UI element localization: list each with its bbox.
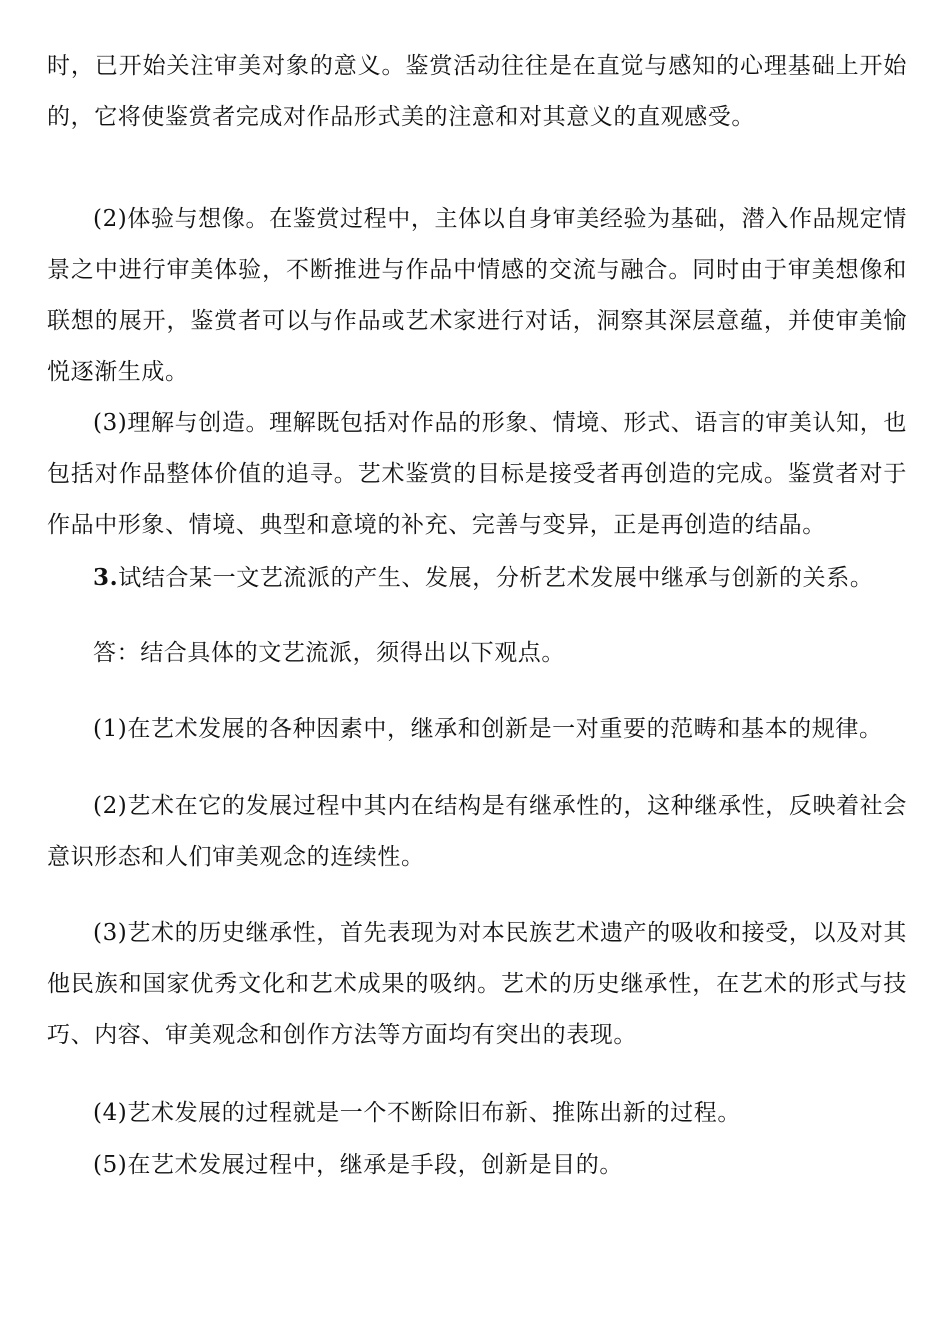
answer-point-1: (1)在艺术发展的各种因素中，继承和创新是一对重要的范畴和基本的规律。 — [93, 716, 883, 742]
answer-point-4: (4)艺术发展的过程就是一个不断除旧布新、推陈出新的过程。 — [93, 1100, 741, 1126]
paragraph-continuation: 时，已开始关注审美对象的意义。鉴赏活动往往是在直觉与感知的心理基础上开始的，它将使鉴赏者完成对作品形式美的注意和对其意义的直观感受。 — [47, 53, 907, 130]
answer-point-2: (2)艺术在它的发展过程中其内在结构是有继承性的，这种继承性，反映着社会意识形态和人们审美观念的连续性。 — [47, 793, 907, 870]
question-3 — [47, 552, 907, 604]
question-text: 试结合某一文艺流派的产生、发展，分析艺术发展中继承与创新的关系。 — [118, 565, 874, 591]
question-number: 3. — [93, 564, 119, 591]
answer-point-3: (3)艺术的历史继承性，首先表现为对本民族艺术遗产的吸收和接受，以及对其他民族和国家优秀文化和艺术成果的吸纳。艺术的历史继承性，在艺术的形式与技巧、内容、审美观念和创作方法等方面均有突出的表现。 — [47, 920, 907, 1048]
paragraph-experience-imagination: (2)体验与想像。在鉴赏过程中，主体以自身审美经验为基础，潜入作品规定情景之中进行审美体验，不断推进与作品中情感的交流与融合。同时由于审美想像和联想的展开，鉴赏者可以与作品或艺术家进行对话，洞察其深层意蕴，并使审美愉悦逐渐生成。 — [47, 206, 907, 385]
answer-point-5: (5)在艺术发展过程中，继承是手段，创新是目的。 — [93, 1152, 623, 1178]
answer-intro: 答：结合具体的文艺流派，须得出以下观点。 — [93, 640, 565, 666]
paragraph-understanding-creation: (3)理解与创造。理解既包括对作品的形象、情境、形式、语言的审美认知，也包括对作品整体价值的追寻。艺术鉴赏的目标是接受者再创造的完成。鉴赏者对于作品中形象、情境、典型和意境的补充、完善与变异，正是再创造的结晶。 — [47, 410, 907, 538]
